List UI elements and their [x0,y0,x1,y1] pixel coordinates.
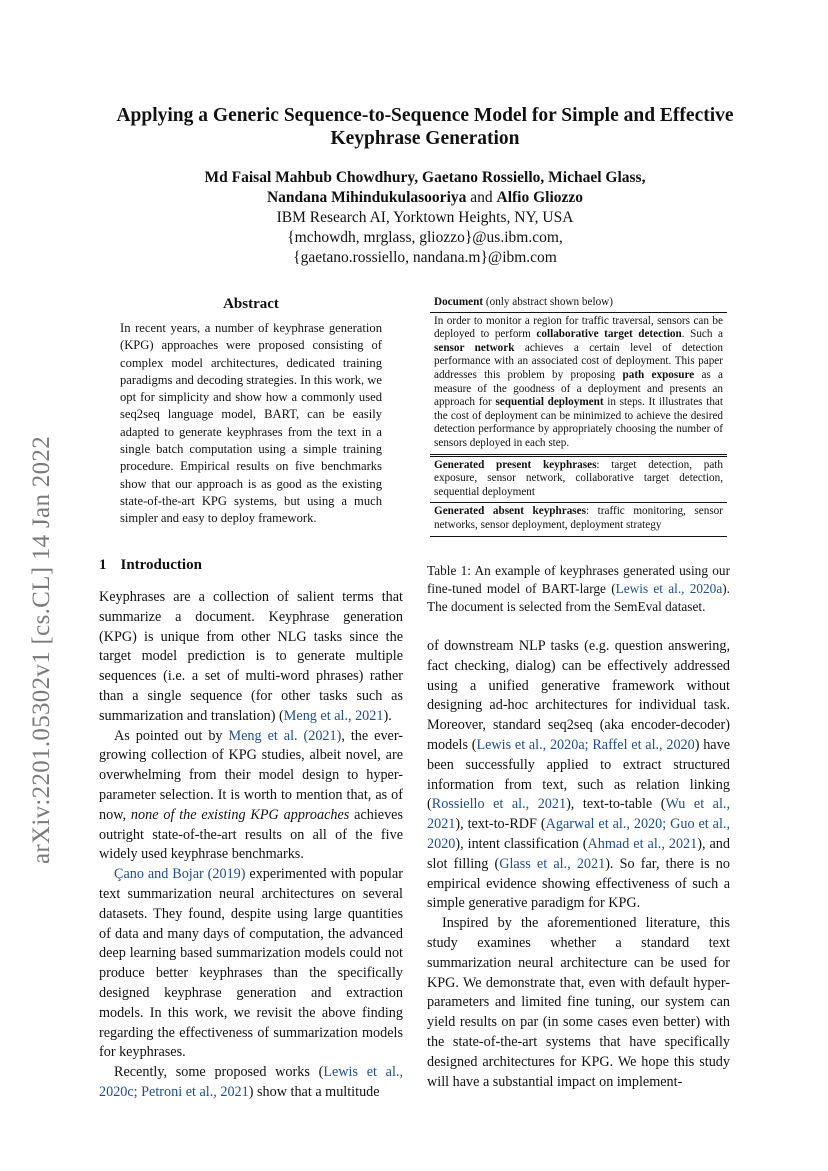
author-and: and [470,189,493,206]
email-line-1: {mchowdh, mrglass, gliozzo}@us.ibm.com, [287,229,563,246]
table-header: Document (only abstract shown below) [434,296,613,308]
citation-link[interactable]: Lewis et al., 2020c; Petroni et al., 2021 [99,1064,403,1100]
author-block [70,168,780,268]
arxiv-id: arXiv:2201.05302v1 [cs.CL] 14 Jan 2022 [28,435,55,865]
title-line-2: Keyphrase Generation [330,128,520,149]
citation-link[interactable]: Agarwal et al., 2020; Guo et al., 2020 [427,816,730,852]
right-column-body [427,637,730,1092]
abstract-heading: Abstract [223,296,279,312]
section-title: Introduction [120,557,202,573]
left-column-body [99,588,403,1103]
authors-line-1: Md Faisal Mahbub Chowdhury, Gaetano Rossiello, Michael Glass, [204,169,646,186]
affiliation: IBM Research AI, Yorktown Heights, NY, USA [276,209,574,226]
abstract-text: In recent years, a number of keyphrase generation (KPG) approaches were proposed consisting of complex model architectures, dedicated training paradigms and decoding strategies. In this work, we opt for simplicity and show how a commonly used seq2seq language model, BART, can be easily adapted to generate keyphrases from the text in a single batch computation using a simple training procedure. Empirical results on five benchmarks show that our approach is as good as the existing state-of-the-art KPG systems, but using a much simpler and easy to deploy framework. [120,321,382,526]
table-document-text: In order to monitor a region for traffic traversal, sensors can be deployed to perform collaborative target detection. Such a sensor network achieves a certain level of detection performance with an associated cost of deployment. This paper addresses this problem by proposing path exposure as a measure of the goodness of a deployment and presents an approach for sequential deployment in steps. It illustrates that the cost of deployment can be minimized to achieve the desired detection performance by appropriately choosing the number of sensors deployed in each step. [434,314,724,449]
citation-link[interactable]: Çano and Bojar (2019) [114,866,246,883]
citation-link[interactable]: Wu et al., 2021 [427,796,731,833]
emphasis-text: none of the existing KPG approaches [130,806,350,823]
citation-link[interactable]: Meng et al., 2021 [283,707,384,724]
author-nandana: Nandana Mihindukulasooriya [266,189,467,206]
citation-link[interactable]: Glass et al., 2021 [499,855,606,872]
table-present-keyphrases: Generated present keyphrases: target detection, path exposure, sensor network, collaborative target detection, sequential deployment [434,458,723,498]
intro-paragraph-2: As pointed out by Meng et al. (2021), the ever-growing collection of KPG studies, albeit novel, are overwhelming from their model design to hyper-parameter selection. It is worth to mention that, as of now, none of the existing KPG approaches achieves outright state-of-the-art results on all of the five widely used keyphrase benchmarks. [99,727,404,863]
table-bottom-rule [430,536,727,537]
author-alfio: Alfio Gliozzo [496,189,584,206]
intro-paragraph-1: Keyphrases are a collection of salient terms that summarize a document. Keyphrase generation (KPG) is unique from other NLG tasks since the target model prediction is to generate multiple sequences (i.e. a set of multi-word phrases) rather than a single sequence (for other tasks such as summarization and translation) (Meng et al., 2021). [99,589,403,724]
citation-link[interactable]: Ahmad et al., 2021 [587,835,698,852]
email-line-2: {gaetano.rossiello, nandana.m}@ibm.com [293,249,557,266]
section-heading [99,557,202,574]
citation-link[interactable]: Rossiello et al., 2021 [431,796,567,813]
table-caption: Table 1: An example of keyphrases generated using our fine-tuned model of BART-large (Lewis et al., 2020a). The document is selected from the SemEval dataset. [427,563,730,614]
intro-paragraph-4: Recently, some proposed works (Lewis et al., 2020c; Petroni et al., 2021) show that a multitude [99,1064,403,1100]
arxiv-stamp [22,370,62,930]
paper-title [70,104,780,150]
title-line-1: Applying a Generic Sequence-to-Sequence Model for Simple and Effective [116,105,734,126]
example-table [430,296,727,537]
table-absent-keyphrases: Generated absent keyphrases: traffic monitoring, sensor networks, sensor deployment, deployment strategy [434,505,723,531]
citation-link[interactable]: Meng et al. (2021) [228,727,342,744]
right-paragraph-1: of downstream NLP tasks (e.g. question answering, fact checking, dialog) can be effectively addressed using a unified generative framework without designing ad-hoc architectures for individual task. Moreover, standard seq2seq (aka encoder-decoder) models (Lewis et al., 2020a; Raffel et al., 2020) have been successfully applied to extract structured information from text, such as relation linking (Rossiello et al., 2021), text-to-table (Wu et al., 2021), text-to-RDF (Agarwal et al., 2020; Guo et al., 2020), intent classification (Ahmad et al., 2021), and slot filling (Glass et al., 2021). So far, there is no empirical evidence showing effectiveness of such a simple generative paradigm for KPG. [427,638,731,912]
right-paragraph-2: Inspired by the aforementioned literature, this study examines whether a standard text summarization neural architecture can be used for KPG. We demonstrate that, even with default hyper-parameters and limited fine tuning, our system can yield results on par (in some cases even better) with the state-of-the-art systems that have specifically designed architectures for KPG. We hope this study will have a substantial impact on implement- [427,915,730,1090]
section-number: 1 [99,557,107,573]
authors-line-2 [70,188,780,208]
citation-link[interactable]: Lewis et al., 2020a [615,581,723,596]
citation-link[interactable]: Lewis et al., 2020a; Raffel et al., 2020 [476,736,695,753]
intro-paragraph-3: Çano and Bojar (2019) experimented with popular text summarization neural architectures on several datasets. They found, despite using large quantities of data and many days of computation, the advanced deep learning based summarization models could not produce better keyphrases than the specifically designed keyphrase generation and extraction models. In this work, we revisit the above finding regarding the effectiveness of summarization models for keyphrases. [99,866,403,1061]
